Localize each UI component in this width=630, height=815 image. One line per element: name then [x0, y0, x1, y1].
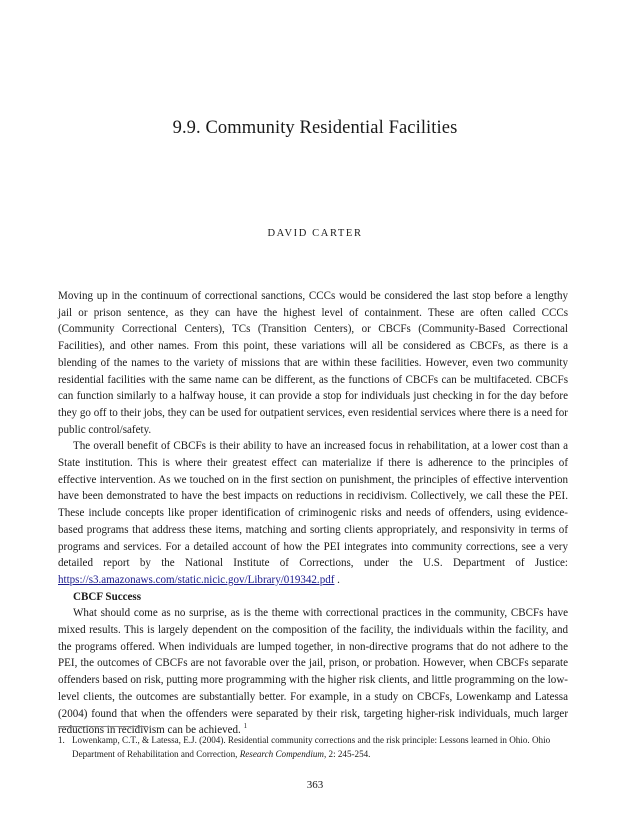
author-name: DAVID CARTER [267, 228, 363, 239]
paragraph-1: Moving up in the continuum of correctional sanctions, CCCs would be considered the last stop before a lengthy jail or prison sentence, as they can have the highest level of containment. These are often called CCCs (Community Correctional Centers), TCs (Transition Centers), or CBCFs (Community-Based Correctional Facilities), and other names. From this point, these variations will all be considered as CBCFs, as there is a blending of the names to the variety of missions that are within these facilities. However, even two community residential facilities with the same name can be different, as the functions of CBCFs can be multifaceted. CBCFs can function similarly to a halfway house, it can provide a stop for individuals just checking in for the day before they go off to their jobs, they can be used for outpatient services, even residential services where there is a need for public control/safety. [58, 290, 568, 436]
footnote-citation: Lowenkamp, C.T., & Latessa, E.J. (2004). Residential community corrections and the risk principle: Lessons learned in Ohio. Ohio Department of Rehabilitation and Correction, [72, 735, 551, 759]
page-number: 363 [306, 779, 324, 791]
nic-report-link[interactable]: https://s3.amazonaws.com/static.nicic.gov/Library/019342.pdf [58, 573, 335, 586]
paragraph-2-end: . [334, 573, 340, 586]
footnote-divider [58, 726, 148, 727]
paragraph-3 [58, 605, 568, 739]
chapter-title: 9.9. Community Residential Facilities [172, 118, 458, 138]
footnote-number: 1. [58, 735, 65, 745]
paragraph-2 [58, 438, 568, 588]
section-subheading: CBCF Success [73, 590, 142, 603]
paragraph-3-text: What should come as no surprise, as is the theme with correctional practices in the community, CBCFs have mixed results. This is largely dependent on the composition of the facility, the individuals within the facility, and the programs offered. When individuals are lumped together, in non-directive programs that do not adhere to the PEI, the outcomes of CBCFs are not favorable over the jail, prison, or probation. However, when CBCFs separate offenders based on risk, putting more programming with the higher risk clients, and little programming on the low-level clients, the outcomes are substantially better. For example, in a study on CBCFs, Lowenkamp and Latessa (2004) found that when the offenders were separated by their risk, targeting higher-risk individuals, much larger reductions in recidivism can be achieved. [58, 607, 568, 737]
body-text [58, 288, 568, 739]
footnote-text [58, 733, 570, 761]
footnote-journal: Research Compendium [239, 749, 324, 759]
footnote-ref[interactable]: 1 [243, 722, 248, 731]
footnote-citation-end: , 2: 245-254. [323, 749, 371, 759]
footnote [58, 733, 570, 761]
paragraph-2-text: The overall benefit of CBCFs is their ability to have an increased focus in rehabilitation, at a lower cost than a State institution. This is where their greatest effect can materialize if there is adherence to the principles of effective intervention. As we touched on in the first section on punishment, the principles of effective intervention have been demonstrated to have the best impacts on reductions in recidivism. Collectively, we call these the PEI. These include concepts like proper identification of criminogenic risks and needs of offenders, using evidence-based programs that address these items, matching and sorting clients appropriately, and responsivity in terms of programs and services. For a detailed account of how the PEI integrates into community corrections, see a very detailed report by the National Institute of Corrections, under the U.S. Department of Justice: [58, 440, 568, 570]
